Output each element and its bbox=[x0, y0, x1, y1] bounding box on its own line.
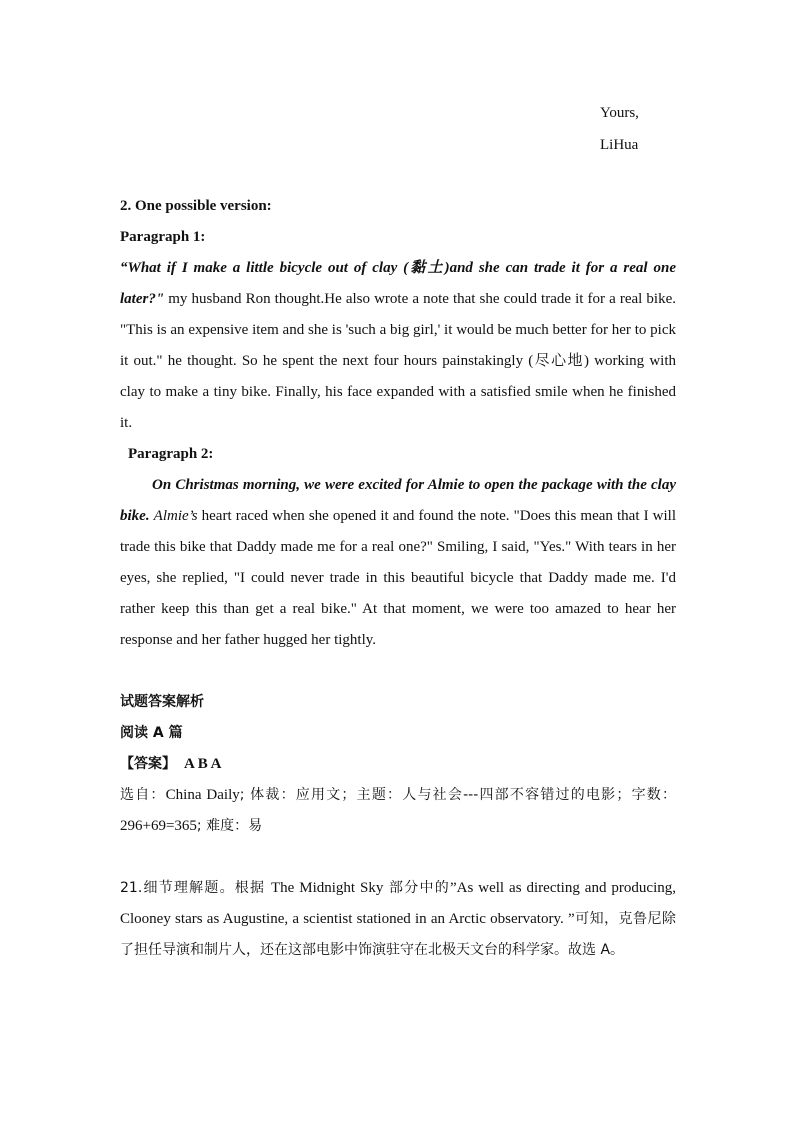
paragraph-2-text bbox=[120, 470, 676, 656]
analysis-section: 阅读 A 篇 bbox=[120, 725, 183, 741]
analysis-title: 试题答案解析 bbox=[120, 694, 204, 710]
paragraph-1-label: Paragraph 1: bbox=[120, 229, 206, 245]
answer-line bbox=[120, 749, 676, 780]
closing-signature: LiHua bbox=[600, 137, 639, 153]
word-count: 296+69=365 bbox=[120, 818, 197, 834]
paragraph-2-lead: On Christmas morning, we were excited for Almie to open the package with the clay bike. bbox=[120, 477, 676, 524]
paragraph-2-name: Almie’s bbox=[153, 508, 198, 524]
paragraph-1-text bbox=[120, 253, 676, 439]
paragraph-2-label: Paragraph 2: bbox=[128, 446, 214, 462]
question-21-explanation bbox=[120, 873, 676, 966]
paragraph-1-body: my husband Ron thought.He also wrote a note that she could trade it for a real bike. "This is an expensive item and she is 'such a big girl,' it would be much better for her to pick it out." he thought. So he spent the next four hours painstakingly (尽心地) working with clay to make a tiny bike. Finally, his face expanded with a satisfied smile when he finished it. bbox=[120, 291, 676, 431]
closing-salutation: Yours, bbox=[600, 105, 639, 121]
spacer bbox=[120, 656, 676, 687]
q21-quote: ”As well as directing and producing, Clooney stars as Augustine, a scientist stationed in an Arctic observatory. ” bbox=[120, 880, 676, 927]
q21-conclusion: 可知，克鲁尼除了担任导演和制片人，还在这部电影中饰演驻守在北极天文台的科学家。故选 A。 bbox=[120, 911, 677, 958]
source-details: ; 体裁：应用文；主题：人与社会---四部不容错过的电影；字数： bbox=[239, 787, 677, 803]
source-info bbox=[120, 780, 676, 842]
q21-film-title: The Midnight Sky bbox=[270, 880, 384, 896]
answer-value: A B A bbox=[184, 756, 222, 772]
spacer bbox=[120, 842, 676, 873]
letter-closing bbox=[600, 97, 639, 161]
source-prefix: 选自： bbox=[120, 787, 166, 803]
source-name: China Daily bbox=[165, 787, 240, 803]
q21-prefix: 21.细节理解题。根据 bbox=[120, 880, 271, 896]
paragraph-1-lead: “What if I make a little bicycle out of clay (黏土)and she can trade it for a real one later?" bbox=[120, 260, 676, 307]
difficulty: ; 难度：易 bbox=[196, 818, 263, 834]
document-body bbox=[120, 191, 676, 966]
version-heading: 2. One possible version: bbox=[120, 198, 272, 214]
answer-label: 【答案】 bbox=[120, 756, 176, 772]
paragraph-2-body: heart raced when she opened it and found the note. "Does this mean that I will trade this bike that Daddy made me for a real one?" Smiling, I said, "Yes." With tears in her eyes, she replied, "I could never trade in this beautiful bicycle that Daddy made me. I'd rather keep this than get a real bike." At that moment, we were too amazed to hear her response and her father hugged her tightly. bbox=[120, 508, 676, 648]
q21-mid: 部分中的 bbox=[383, 880, 450, 896]
